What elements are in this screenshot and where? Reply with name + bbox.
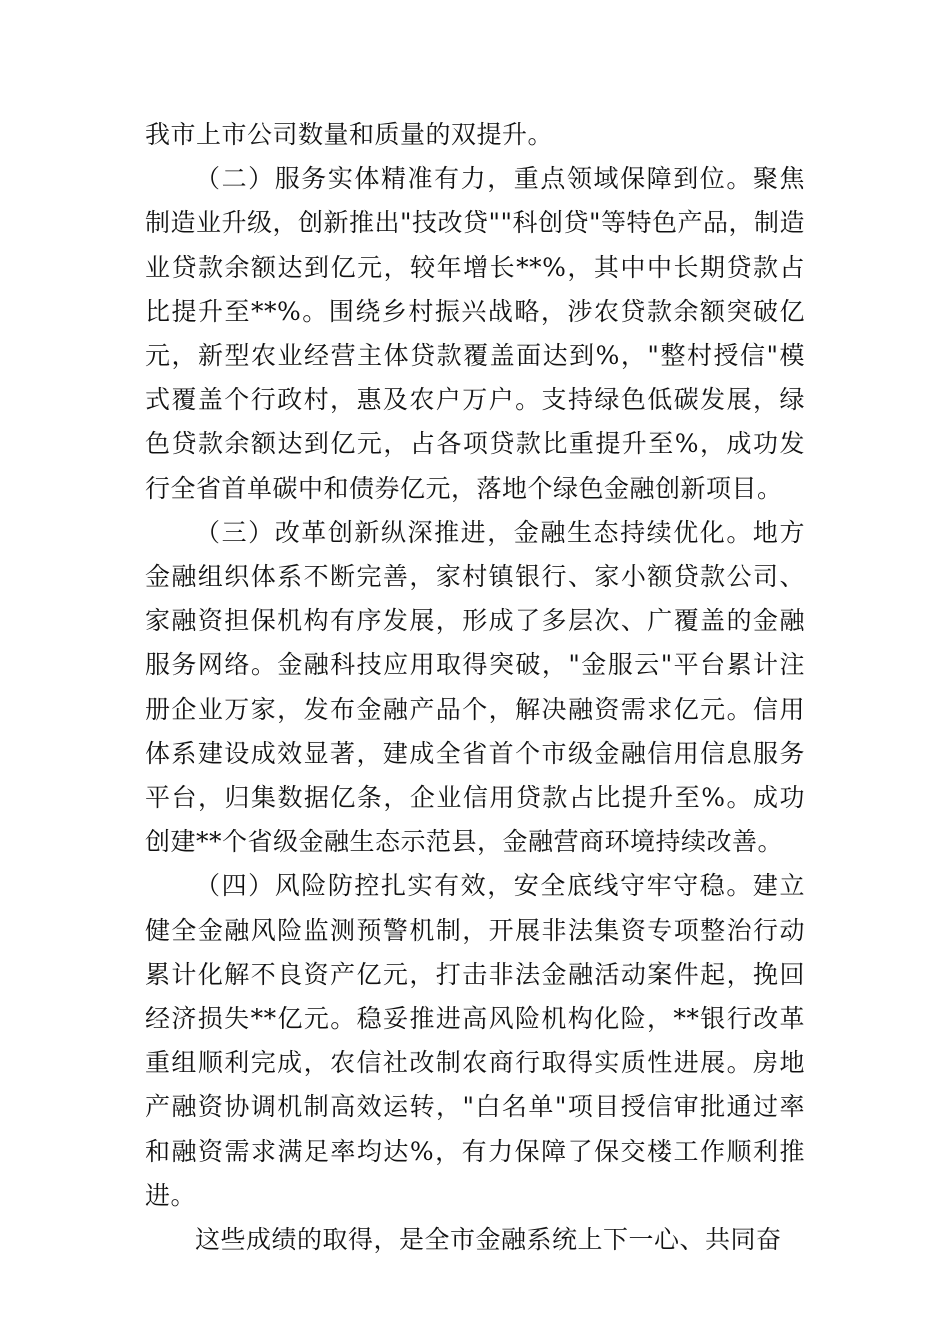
paragraph-section-two: （二）服务实体精准有力，重点领域保障到位。聚焦制造业升级，创新推出"技改贷""科创贷"等特色产品，制造业贷款余额达到亿元，较年增长**%，其中中长期贷款占比提升至**%。围绕乡村振兴战略，涉农贷款余额突破亿元，新型农业经营主体贷款覆盖面达到%，"整村授信"模式覆盖个行政村，惠及农户万户。支持绿色低碳发展，绿色贷款余额达到亿元，占各项贷款比重提升至%，成功发行全省首单碳中和债券亿元，落地个绿色金融创新项目。 bbox=[145, 164, 805, 503]
paragraph-continuation: 我市上市公司数量和质量的双提升。 bbox=[145, 120, 554, 149]
paragraph-section-three: （三）改革创新纵深推进，金融生态持续优化。地方金融组织体系不断完善，家村镇银行、家小额贷款公司、家融资担保机构有序发展，形成了多层次、广覆盖的金融服务网络。金融科技应用取得突破，"金服云"平台累计注册企业万家，发布金融产品个，解决融资需求亿元。信用体系建设成效显著，建成全省首个市级金融信用信息服务平台，归集数据亿条，企业信用贷款占比提升至%。成功创建**个省级金融生态示范县，金融营商环境持续改善。 bbox=[145, 517, 805, 857]
paragraph-section-four: （四）风险防控扎实有效，安全底线守牢守稳。建立健全金融风险监测预警机制，开展非法集资专项整治行动累计化解不良资产亿元，打击非法金融活动案件起，挽回经济损失**亿元。稳妥推进高风险机构化险，**银行改革重组顺利完成，农信社改制农商行取得实质性进展。房地产融资协调机制高效运转，"白名单"项目授信审批通过率和融资需求满足率均达%，有力保障了保交楼工作顺利推进。 bbox=[145, 871, 805, 1210]
paragraph-conclusion: 这些成绩的取得，是全市金融系统上下一心、共同奋 bbox=[195, 1225, 782, 1255]
document-body bbox=[145, 113, 805, 1262]
